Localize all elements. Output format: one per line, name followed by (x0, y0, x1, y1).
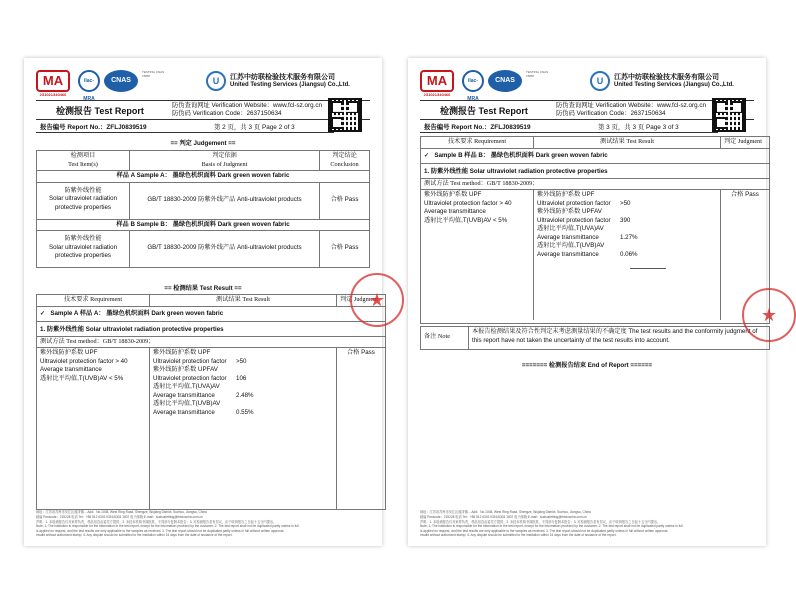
table-row: 防紫外线性能 Solar ultraviolet radiation protective properties GB/T 18830-2009 防紫外线产品 Anti-ultraviolet products 合格 Pass (37, 231, 369, 267)
page-number: 第 2 页，共 3 页 Page 2 of 3 (214, 124, 295, 131)
note-label: 备注 Note (421, 327, 469, 349)
table-header-row: 技术要求 Requirement 测试结果 Test Result 判定 Judgment (37, 295, 385, 307)
page-number: 第 3 页，共 3 页 Page 3 of 3 (598, 124, 679, 131)
report-title: 检测报告 Test Report (440, 106, 528, 116)
report-page-3 (408, 58, 778, 546)
report-header (420, 68, 754, 102)
cnas-caption: TESTING CNAS L5887 (526, 70, 549, 78)
ilac-mra-logo: ilac-MRA (78, 70, 100, 92)
sample-row: ✓ Sample A 样品 A： 墨绿色机织面料 Dark green woven fabric (37, 307, 385, 322)
red-seal-stamp: ★ (742, 288, 796, 342)
company-logo-icon: U (206, 71, 226, 91)
col-test-items: 检测项目 Test Item(s) (37, 151, 130, 170)
sample-a-row: 样品 A Sample A： 墨绿色机织面料 Dark green woven fabric (37, 171, 369, 183)
table-header-row (37, 151, 369, 171)
result-cell: 紫外线防护系数 UPF Ultraviolet protection factor 紫外线防护系数 UPFAV Ultraviolet protection factor 透射比平均值,T(UVA)AV Average transmittance 透射比平均值,T(UVB)AV Average transmittance >50 106 2.48% 0.55% (150, 348, 337, 510)
report-header (36, 68, 370, 102)
requirement-cell: 紫外线防护系数 UPF Ultraviolet protection factor > 40 Average transmittance 透射比平均值,T(UVB)AV < 5% (421, 190, 534, 320)
cnas-caption: TESTING CNAS L5887 (142, 70, 165, 78)
method-row: 测试方法 Test method：GB/T 18830-2009； (421, 179, 769, 191)
judgement-heading: == 判定 Judgement == (170, 140, 236, 147)
title-row (420, 100, 754, 120)
verification-info: 防伪查询网址 Verification Website：www.fcl-sz.org.cn 防伪码 Verification Code：2637150634 (172, 102, 322, 117)
divider (630, 268, 666, 269)
ilac-mra-logo: ilac-MRA (462, 70, 484, 92)
test-result-table (36, 294, 386, 510)
result-row: 紫外线防护系数 UPF Ultraviolet protection factor > 40 Average transmittance 透射比平均值,T(UVB)AV < 5% 紫外线防护系数 UPF Ultraviolet protection factor 紫外线防护系数 UPFAV Ultraviolet protection factor 透射比平均值,T(UVA)AV Average transmittance 透射比平均值,T(UVB)AV Average transmittance >50 106 2.48% 0.55% 合格 Pass (37, 348, 385, 510)
test-result-heading: == 检测结果 Test Result == (164, 285, 242, 292)
check-icon: ✓ (424, 151, 430, 159)
section-row: 1. 防紫外线性能 Solar ultraviolet radiation protective properties (37, 322, 385, 337)
company-name-cn: 江苏中纺联检验技术服务有限公司 (614, 74, 719, 81)
test-result-table (420, 136, 770, 324)
uvb-value: 0.55% (236, 408, 254, 416)
upf-value: >50 (620, 199, 631, 207)
upf-av-value: 106 (236, 374, 247, 382)
result-row: 紫外线防护系数 UPF Ultraviolet protection factor > 40 Average transmittance 透射比平均值,T(UVB)AV < 5% 紫外线防护系数 UPF Ultraviolet protection factor 紫外线防护系数 UPFAV Ultraviolet protection factor 透射比平均值,T(UVA)AV Average transmittance 透射比平均值,T(UVB)AV Average transmittance >50 390 1.27% 0.06% 合格 Pass (421, 190, 769, 320)
company-name-en: United Testing Services (Jiangsu) Co.,Ltd. (614, 82, 734, 88)
company-name-cn: 江苏中纺联检验技术服务有限公司 (230, 74, 335, 81)
note-text: 本报告检测结果及符合性判定未考虑测量结果的不确定度 The test results and the conformity judgment of this report have not taken the uncertainty of the test results into account. (472, 328, 758, 344)
cma-logo: MA 231021340466 (420, 70, 454, 92)
red-seal-stamp: ★ (350, 273, 404, 327)
company-name-en: United Testing Services (Jiangsu) Co.,Ltd. (230, 82, 350, 88)
cnas-logo: CNAS (104, 70, 138, 92)
col-basis: 判定依据 Basis of Judgment (130, 151, 320, 170)
requirement-cell: 紫外线防护系数 UPF Ultraviolet protection factor > 40 Average transmittance 透射比平均值,T(UVB)AV < 5% (37, 348, 150, 510)
note-table (420, 326, 770, 350)
end-of-report: ======= 检测报告结束 End of Report ====== (521, 362, 653, 369)
sample-row: ✓ Sample B 样品 B： 墨绿色机织面料 Dark green woven fabric (421, 149, 769, 164)
uvb-value: 0.06% (620, 250, 638, 258)
check-icon: ✓ (40, 309, 46, 317)
col-conclusion: 判定结论 Conclusion (330, 152, 359, 168)
report-number: 报告编号 Report No.：ZFLJ0839519 (424, 124, 531, 131)
report-page-2 (24, 58, 386, 546)
title-row (36, 100, 370, 120)
verification-info: 防伪查询网址 Verification Website：www.fcl-sz.org.cn 防伪码 Verification Code：2637150634 (556, 102, 706, 117)
sample-b-row: 样品 B Sample B： 墨绿色机织面料 Dark green woven fabric (37, 220, 369, 232)
table-row: 防紫外线性能 Solar ultraviolet radiation protective properties GB/T 18830-2009 防紫外线产品 Anti-ultraviolet products 合格 Pass (37, 183, 369, 220)
result-cell: 紫外线防护系数 UPF Ultraviolet protection factor 紫外线防护系数 UPFAV Ultraviolet protection factor 透射比平均值,T(UVA)AV Average transmittance 透射比平均值,T(UVB)AV Average transmittance >50 390 1.27% 0.06% (534, 190, 721, 320)
section-row: 1. 防紫外线性能 Solar ultraviolet radiation protective properties (421, 164, 769, 179)
page-footer: 地址：江苏省苏州市吴江区盛泽镇... Add：No.1008, West Ring Road, Shengze, Wujiang District, Suzhou, Jiangsu, China 邮编 Postcode：215228 电话 Tel：+86 512 6303 0351/6303 1507 电子邮箱 E-mail：sudsudetting@fetcluscha.com.cn 声明：1. 本检测报告仅对来样负责，样品信息由委托方提供；2. 未经本机构书面批准，不得部分复制本报告；3. 对检测报告若有异议，应于收到报告之日起十五日内提出。 Note: 1. The institution is responsible for the information in the test report, except for the information provided by the customer. 2. The test report shall not be duplicated partly unless in full. is applied on request, and the test results are only applicable to the samples as received. 3. The test report should not be duplicated partly unless in full without written approval. invalid without authorized stamp. 4. Any dispute should be submitted to the institution within 15 days from the date of issuance of the report. (36, 510, 300, 538)
page-footer: 地址：江苏省苏州市吴江区盛泽镇... Add：No.1008, West Ring Road, Shengze, Wujiang District, Suzhou, Jiangsu, China 邮编 Postcode：215228 电话 Tel：+86 512 6303 0351/6303 1507 电子邮箱 E-mail：sudsudetting@fetcluscha.com.cn 声明：1. 本检测报告仅对来样负责，样品信息由委托方提供；2. 未经本机构书面批准，不得部分复制本报告；3. 对检测报告若有异议，应于收到报告之日起十五日内提出。 Note: 1. The institution is responsible for the information in the test report, except for the information provided by the customer. 2. The test report shall not be duplicated partly unless in full. is applied on request, and the test results are only applicable to the samples as received. 3. The test report should not be duplicated partly unless in full without written approval. invalid without authorized stamp. 4. Any dispute should be submitted to the institution within 15 days from the date of issuance of the report. (420, 510, 684, 538)
report-number-row (420, 120, 718, 133)
method-row: 测试方法 Test method：GB/T 18830-2009； (37, 337, 385, 349)
uva-value: 2.48% (236, 391, 254, 399)
table-header-row: 技术要求 Requirement 测试结果 Test Result 判定 Judgment (421, 137, 769, 149)
judgement-table (36, 150, 370, 268)
report-number: 报告编号 Report No.：ZFLJ0839519 (40, 124, 147, 131)
report-number-row (36, 120, 334, 133)
upf-value: >50 (236, 357, 247, 365)
upf-av-value: 390 (620, 216, 631, 224)
cma-logo: MA 231021340466 (36, 70, 70, 92)
uva-value: 1.27% (620, 233, 638, 241)
report-title: 检测报告 Test Report (56, 106, 144, 116)
cnas-logo: CNAS (488, 70, 522, 92)
company-logo-icon: U (590, 71, 610, 91)
